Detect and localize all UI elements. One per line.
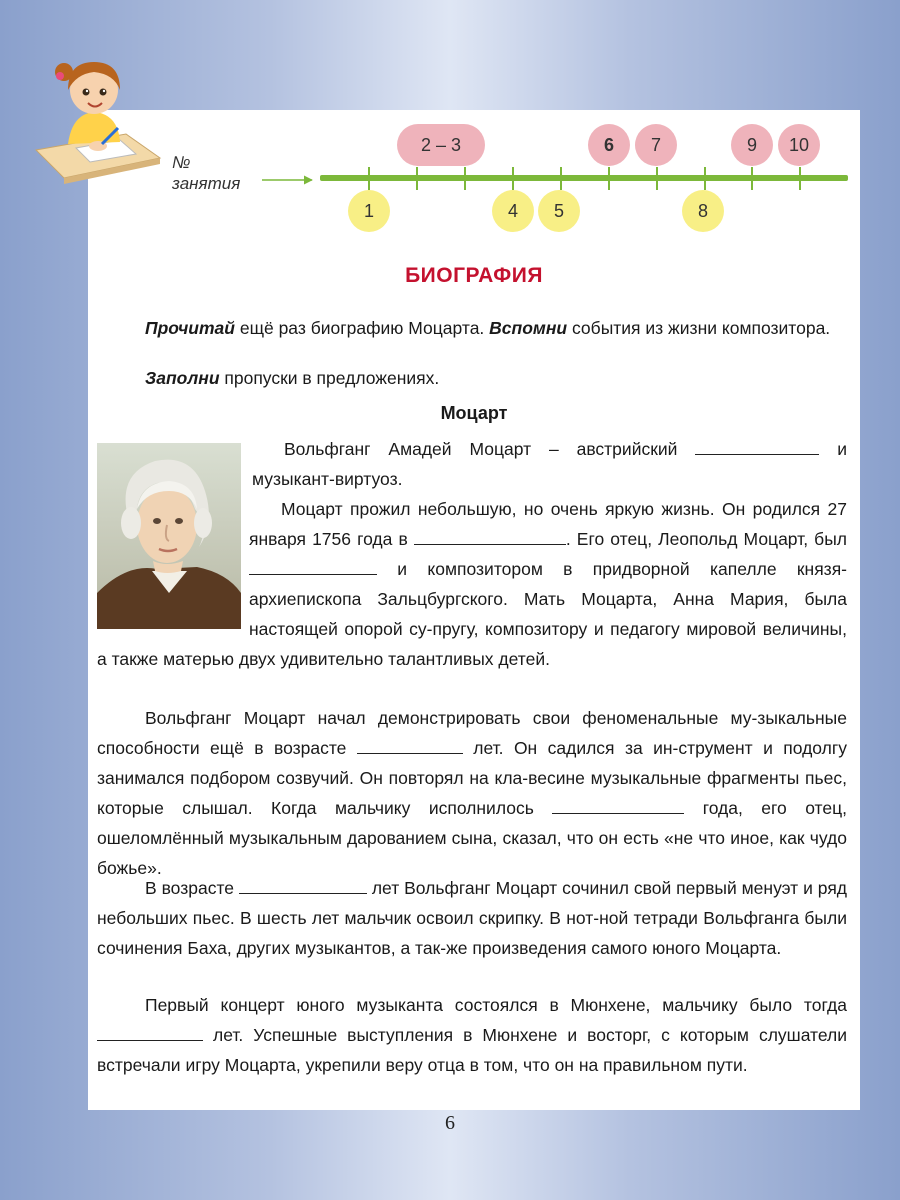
lesson-timeline xyxy=(0,0,900,260)
timeline-marker-5 xyxy=(538,190,580,232)
marker-label: 4 xyxy=(507,201,519,221)
timeline-marker-10 xyxy=(778,124,820,166)
marker-label: 9 xyxy=(746,135,758,155)
timeline-marker-6 xyxy=(588,124,630,166)
timeline-marker-2-3 xyxy=(397,124,485,166)
lesson-number-label: № занятия xyxy=(172,153,241,193)
bio-paragraph-4: В возрасте лет Вольфганг Моцарт сочинил свой первый менуэт и ряд небольших пьес. В шесть лет мальчик освоил скрипку. В нот-ной тетради Вольфганга были сочинения Баха, других музыкантов, а так-же произведения самого юного Моцарта. xyxy=(97,873,847,963)
answer-blank[interactable] xyxy=(695,436,819,455)
instruction-read: Прочитай ещё раз биографию Моцарта. Вспомни события из жизни композитора. xyxy=(145,318,831,338)
page-number: 6 xyxy=(445,1112,455,1134)
timeline-marker-8 xyxy=(682,190,724,232)
section-subtitle: Моцарт xyxy=(440,403,508,423)
answer-blank[interactable] xyxy=(97,1022,203,1041)
timeline-marker-7 xyxy=(635,124,677,166)
bio-paragraph-2-wrap xyxy=(97,494,847,674)
marker-label: 5 xyxy=(553,201,565,221)
timeline-line xyxy=(320,175,848,181)
marker-label: 2 – 3 xyxy=(420,135,462,155)
bio-paragraph-2: Моцарт прожил небольшую, но очень яркую жизнь. Он родился 27 января 1756 года в . Его отец, Леопольд Моцарт, был и композитором в придворной капелле князя-архиепископа Зальцбургского. Мать Моцарта, Анна Мария, была настоящей опорой су-пругу, композитору и педагогу мировой величины, а также матерью двух удивительно талантливых детей. xyxy=(97,499,847,669)
marker-label: 7 xyxy=(650,135,662,155)
marker-label: 1 xyxy=(363,201,375,221)
marker-label: 10 xyxy=(788,135,810,155)
timeline-marker-9 xyxy=(731,124,773,166)
marker-label: 6 xyxy=(603,135,615,155)
marker-label: 8 xyxy=(697,201,709,221)
timeline-marker-1 xyxy=(348,190,390,232)
answer-blank[interactable] xyxy=(239,875,367,894)
bio-paragraph-3: Вольфганг Моцарт начал демонстрировать свои феноменальные му-зыкальные способности ещё в возрасте лет. Он садился за ин-струмент и подолгу занимался подбором созвучий. Он повторял на кла-весине музыкальные фрагменты пьес, которые слышал. Когда мальчику исполнилось года, его отец, ошеломлённый музыкальным дарованием сына, сказал, что он есть «не что иное, как чудо божье». xyxy=(97,708,847,878)
answer-blank[interactable] xyxy=(414,526,566,545)
answer-blank[interactable] xyxy=(357,735,463,754)
page-title: БИОГРАФИЯ xyxy=(405,264,543,287)
instruction-fill: Заполни пропуски в предложениях. xyxy=(145,368,440,388)
answer-blank[interactable] xyxy=(249,556,377,575)
timeline-marker-4 xyxy=(492,190,534,232)
bio-paragraph-1: Вольфганг Амадей Моцарт – австрийский и музыкант-виртуоз. xyxy=(252,434,847,494)
bio-paragraph-5: Первый концерт юного музыканта состоялся в Мюнхене, мальчику было тогда лет. Успешные выступления в Мюнхене и восторг, с которым слушатели встречали игру Моцарта, укрепили веру отца в том, что он на правильном пути. xyxy=(97,995,847,1075)
answer-blank[interactable] xyxy=(552,795,684,814)
